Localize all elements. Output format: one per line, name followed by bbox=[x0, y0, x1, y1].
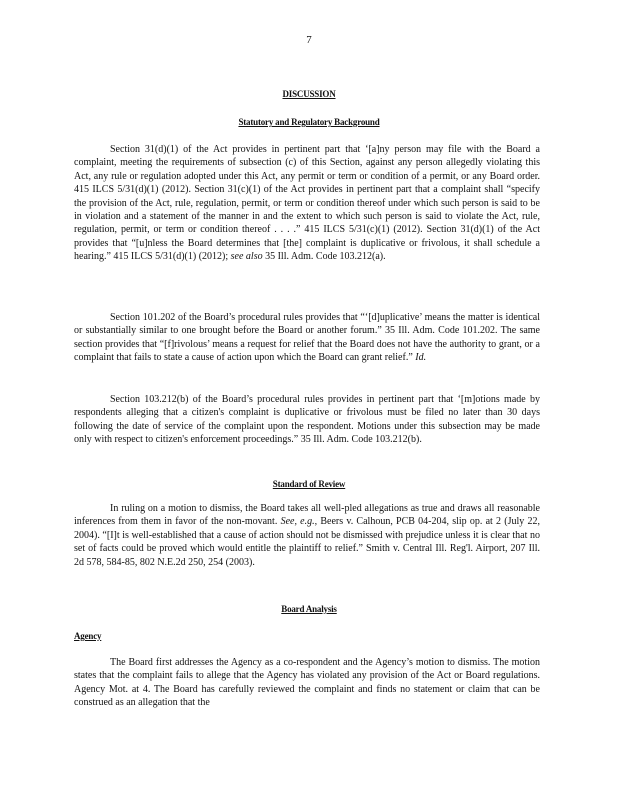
paragraph-agency bbox=[74, 656, 540, 710]
page-number: 7 bbox=[306, 34, 312, 46]
paragraph-text: Section 103.212(b) of the Board’s procedural rules provides in pertinent part that ‘[m]otions made by respondents alleging that a citizen's complaint is duplicative or frivolous must be filed no later than 30 days following the date of service of the complaint upon the respondent. Motions under this subsection may be made only with respect to citizen's enforcement proceedings.” 35 Ill. Adm. Code 103.212(b). bbox=[74, 394, 540, 446]
paragraph-text: In ruling on a motion to dismiss, the Board takes all well-pled allegations as true and draws all reasonable inferences from them in favor of the non-movant. bbox=[74, 503, 540, 528]
citation-signal: see also bbox=[230, 251, 263, 263]
citation-id: Id. bbox=[415, 352, 427, 364]
citation-signal: See, e.g., bbox=[280, 516, 318, 528]
paragraph-section-31 bbox=[74, 143, 540, 264]
heading-discussion: DISCUSSION bbox=[282, 89, 336, 99]
heading-board-analysis: Board Analysis bbox=[281, 604, 337, 614]
paragraph-text: The Board first addresses the Agency as a co-respondent and the Agency’s motion to dismiss. The motion states that the complaint fails to allege that the Agency has violated any provision of the Act or Board regulations. Agency Mot. at 4. The Board has carefully reviewed the complaint and finds no statement or claim that can be construed as an allegation that the bbox=[74, 657, 540, 709]
paragraph-section-103-212 bbox=[74, 393, 540, 447]
paragraph-section-101-202 bbox=[74, 311, 540, 365]
paragraph-text: Section 31(d)(1) of the Act provides in pertinent part that ‘[a]ny person may file with the Board a complaint, meeting the requirements of subsection (c) of this Section, against any person allegedly violating this Act, any rule or regulation adopted under this Act, any permit or term or condition of a permit, or any Board order. 415 ILCS 5/31(d)(1) (2012). Section 31(c)(1) of the Act provides in pertinent part that a complaint shall “specify the provision of the Act, rule, regulation, permit, or term or condition thereof under which such person is said to be in violation and a statement of the manner in and the extent to which such person is said to violate the Act, rule, regulation, permit, or term or condition thereof . . . .” 415 ILCS 5/31(c)(1) (2012). Section 31(d)(1) of the Act provides that “[u]nless the Board determines that [the] complaint is duplicative or frivolous, it shall schedule a hearing.” 415 ILCS 5/31(d)(1) (2012); bbox=[74, 144, 540, 263]
heading-agency: Agency bbox=[74, 631, 102, 641]
heading-statutory-background: Statutory and Regulatory Background bbox=[238, 117, 380, 127]
paragraph-text: Section 101.202 of the Board’s procedural rules provides that “‘[d]uplicative’ means the matter is identical or substantially similar to one brought before the Board or another forum.” 35 Ill. Adm. Code 101.202. The same section provides that “[f]rivolous’ means a request for relief that the Board does not have the authority to grant, or a complaint that fails to state a cause of action upon which the Board can grant relief.” bbox=[74, 312, 540, 364]
heading-standard-of-review: Standard of Review bbox=[272, 479, 346, 489]
citation: 35 Ill. Adm. Code 103.212(a). bbox=[265, 251, 386, 263]
paragraph-standard-of-review bbox=[74, 502, 540, 569]
paragraph-text: Beers v. Calhoun, PCB 04-204, slip op. at 2 (July 22, 2004). “[I]t is well-established that a cause of action should not be dismissed with prejudice unless it is clear that no set of facts could be proved which would entitle the plaintiff to relief.” Smith v. Central Ill. Reg'l. Airport, 207 Ill. 2d 578, 584-85, 802 N.E.2d 250, 254 (2003). bbox=[74, 516, 541, 568]
